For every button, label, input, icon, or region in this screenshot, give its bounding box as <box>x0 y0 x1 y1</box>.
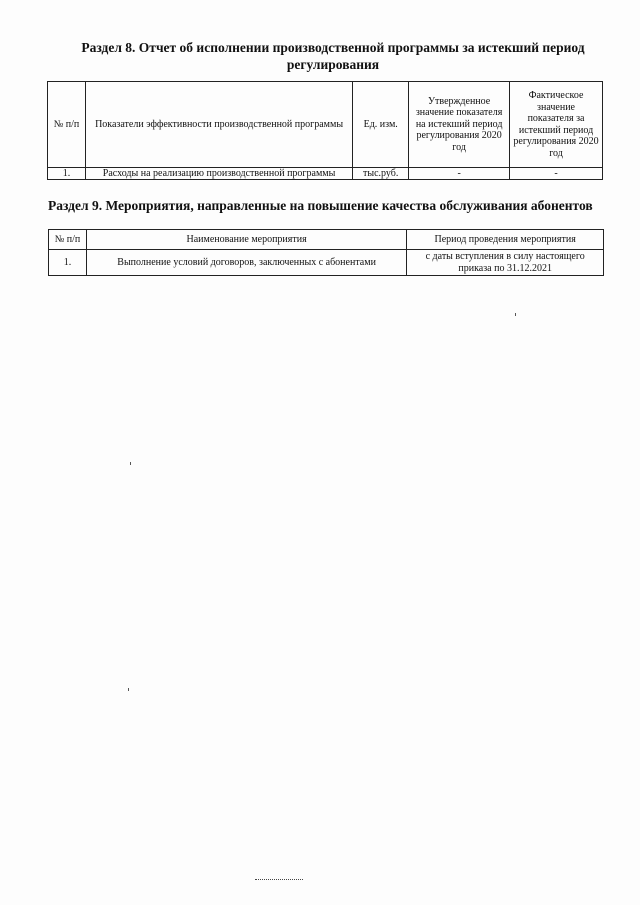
cell-num: 1. <box>49 250 87 276</box>
section-8-table <box>47 81 603 180</box>
header-period: Период проведения мероприятия <box>407 230 604 250</box>
section-8-title-line-2: регулирования <box>286 57 380 72</box>
table-row <box>48 168 603 180</box>
cell-period: с даты вступления в силу настоящего приказа по 31.12.2021 <box>407 250 604 276</box>
section-8-title-line-1: Раздел 8. Отчет об исполнении производственной программы за истекший период <box>81 40 585 55</box>
section-9-table <box>48 229 604 276</box>
cell-approved: - <box>409 168 510 180</box>
header-unit: Ед. изм. <box>353 82 409 168</box>
header-num: № п/п <box>48 82 86 168</box>
section-8-title <box>50 39 616 73</box>
scan-speck <box>128 688 129 691</box>
header-actual: Фактическое значение показателя за истекший период регулирования 2020 год <box>510 82 603 168</box>
section-9-title: Раздел 9. Мероприятия, направленные на повышение качества обслуживания абонентов <box>48 198 593 213</box>
header-name: Наименование мероприятия <box>86 230 406 250</box>
table-header-row <box>48 82 603 168</box>
header-approved: Утвержденное значение показателя на истекший период регулирования 2020 год <box>409 82 510 168</box>
header-indicator: Показатели эффективности производственной программы <box>85 82 352 168</box>
table-row <box>49 250 604 276</box>
cell-num: 1. <box>48 168 86 180</box>
scan-footer-mark <box>255 879 303 882</box>
cell-indicator: Расходы на реализацию производственной программы <box>85 168 352 180</box>
header-num: № п/п <box>49 230 87 250</box>
table-header-row <box>49 230 604 250</box>
scan-speck <box>515 313 516 316</box>
cell-name: Выполнение условий договоров, заключенных с абонентами <box>86 250 406 276</box>
cell-actual: - <box>510 168 603 180</box>
scan-speck <box>130 462 131 465</box>
cell-unit: тыс.руб. <box>353 168 409 180</box>
